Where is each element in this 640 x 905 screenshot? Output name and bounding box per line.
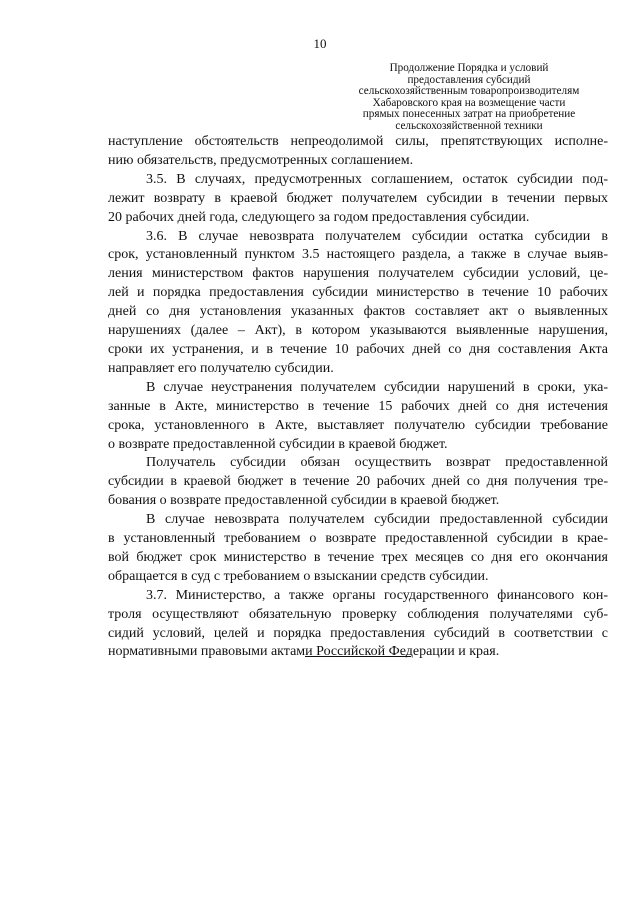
paragraph-line: наступление обстоятельств непреодолимой силы, препятствующих исполне-: [108, 134, 608, 149]
header-note-line: сельскохозяйственным товаропроизводителям: [358, 85, 580, 97]
paragraph-line: обращается в суд с требованием о взыскании средств субсидии.: [108, 568, 489, 584]
paragraph-line: 3.7. Министерство, а также органы государственного финансового кон-: [146, 587, 608, 603]
paragraph-line: срока, установленного в Акте, выставляет получателю субсидии требование: [108, 417, 608, 433]
header-note-line: предоставления субсидий: [407, 73, 531, 86]
paragraph: [108, 171, 608, 228]
paragraph: [108, 133, 608, 171]
paragraph-line: нарушениях (далее – Акт), в котором указываются выявленные нарушения,: [108, 323, 608, 339]
paragraph-line: нормативными правовыми актами Российской Федерации и края.: [108, 644, 500, 660]
page-number: 10: [313, 36, 327, 51]
paragraph-line: о возврате предоставленной субсидии в краевой бюджет.: [108, 436, 448, 452]
closing-rule: [305, 656, 411, 657]
paragraph-line: сроки их устранения, и в течение 10 рабочих дней со дня составления Акта: [108, 341, 608, 357]
paragraph-line: лей и порядка предоставления субсидии министерство в течение 10 рабочих: [108, 285, 608, 301]
paragraph-line: Получатель субсидии обязан осуществить возврат предоставленной: [146, 455, 608, 471]
paragraph-line: 3.6. В случае невозврата получателем субсидии остатка субсидии в: [146, 228, 608, 244]
header-note-line: прямых понесенных затрат на приобретение: [362, 108, 576, 120]
paragraph-line: сидий условий, целей и порядка предоставления субсидий в соответствии с: [108, 625, 608, 641]
paragraph: [108, 454, 608, 511]
paragraph-line: троля осуществляют обязательную проверку соблюдения получателями суб-: [108, 606, 608, 622]
document-body: [108, 133, 608, 662]
header-note-line: Хабаровского края на возмещение части: [372, 96, 566, 109]
paragraph-line: В случае невозврата получателем субсидии предоставленной субсидии: [146, 512, 608, 528]
paragraph-line: вой бюджет срок министерство в течение трех месяцев со дня его окончания: [108, 549, 608, 565]
paragraph-line: нию обязательств, предусмотренных соглашением.: [108, 152, 414, 168]
header-note-line: Продолжение Порядка и условий: [389, 62, 549, 74]
paragraph: [108, 379, 608, 455]
paragraph: [108, 228, 608, 379]
paragraph-line: срок, установленный пунктом 3.5 настоящего раздела, а также в случае выяв-: [108, 247, 608, 263]
paragraph-line: занные в Акте, министерство в течение 15 рабочих дней со дня истечения: [108, 398, 608, 414]
paragraph-line: субсидии в краевой бюджет в течение 20 рабочих дней со дня получения тре-: [108, 474, 608, 490]
paragraph-line: дней со дня установления указанных фактов составляет акт о выявленных: [108, 304, 608, 320]
paragraph-line: В случае неустранения получателем субсидии нарушений в сроки, ука-: [146, 379, 608, 395]
paragraph-line: ления министерством фактов нарушения получателем субсидии условий, це-: [108, 266, 608, 282]
paragraph-line: направляет его получателю субсидии.: [108, 360, 334, 376]
paragraph: [108, 587, 608, 663]
header-note-line: сельскохозяйственной техники: [395, 119, 543, 132]
appendix-header-note: [338, 63, 600, 132]
paragraph-line: лежит возврату в краевой бюджет получателем субсидии в течении первых: [108, 190, 608, 206]
paragraph-line: 20 рабочих дней года, следующего за годом предоставления субсидии.: [108, 209, 530, 225]
paragraph: [108, 511, 608, 587]
paragraph-line: 3.5. В случаях, предусмотренных соглашением, остаток субсидии под-: [146, 171, 608, 187]
paragraph-line: бования о возврате предоставленной субсидии в краевой бюджет.: [108, 493, 500, 509]
paragraph-line: в установленный требованием о возврате предоставленной субсидии в крае-: [108, 531, 608, 547]
